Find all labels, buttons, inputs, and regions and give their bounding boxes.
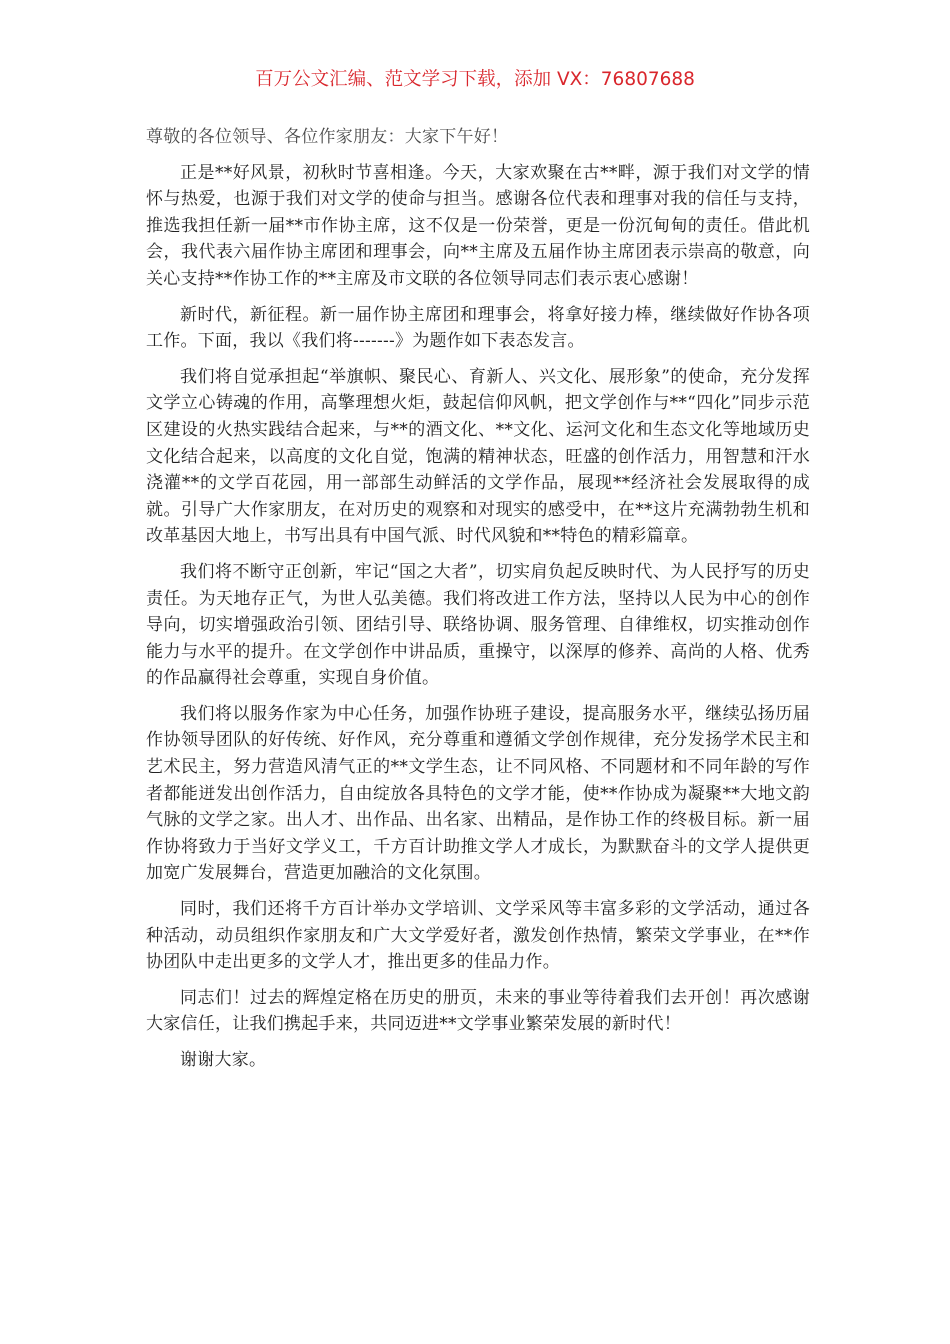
salutation: 尊敬的各位领导、各位作家朋友：大家下午好！: [146, 127, 509, 147]
promo-banner: 百万公文汇编、范文学习下载，添加 VX：76807688: [255, 69, 695, 90]
paragraph-closing: 同志们！过去的辉煌定格在历史的册页，未来的事业等待着我们去开创！再次感谢大家信任，让我们携起手来，共同迈进**文学事业繁荣发展的新时代！: [146, 987, 810, 1035]
paragraph-thanks: 谢谢大家。: [180, 1050, 267, 1070]
paragraph-activities: 同时，我们还将千方百计举办文学培训、文学采风等丰富多彩的文学活动，通过各种活动，动员组织作家朋友和广大文学爱好者，激发创作热情，繁荣文学事业，在**作协团队中走出更多的文学人才，推出更多的佳品力作。: [146, 899, 810, 973]
paragraph-service: 我们将以服务作家为中心任务，加强作协班子建设，提高服务水平，继续弘扬历届作协领导团队的好传统、好作风，充分尊重和遵循文学创作规律，充分发扬学术民主和艺术民主，努力营造风清气正的**文学生态，让不同风格、不同题材和不同年龄的写作者都能迸发出创作活力，自由绽放各具特色的文学才能，使**作协成为凝聚**大地文韵气脉的文学之家。出人才、出作品、出名家、出精品，是作协工作的终极目标。新一届作协将致力于当好文学义工，千方百计助推文学人才成长，为默默奋斗的文学人提供更加宽广发展舞台，营造更加融洽的文化氛围。: [146, 703, 810, 884]
paragraph-new-era: 新时代，新征程。新一届作协主席团和理事会，将拿好接力棒，继续做好作协各项工作。下面，我以《我们将-------》为题作如下表态发言。: [146, 304, 810, 352]
paragraph-opening: 正是**好风景，初秋时节喜相逢。今天，大家欢聚在古**畔，源于我们对文学的情怀与热爱，也源于我们对文学的使命与担当。感谢各位代表和理事对我的信任与支持，推选我担任新一届**市作协主席，这不仅是一份荣誉，更是一份沉甸甸的责任。借此机会，我代表六届作协主席团和理事会，向**主席及五届作协主席团表示崇高的敬意，向关心支持**作协工作的**主席及市文联的各位领导同志们表示衷心感谢！: [146, 162, 810, 289]
document-body: [146, 124, 810, 1083]
paragraph-mission: 我们将自觉承担起“举旗帜、聚民心、育新人、兴文化、展形象”的使命，充分发挥文学立心铸魂的作用，高擎理想火炬，鼓起信仰风帆，把文学创作与**“四化”同步示范区建设的火热实践结合起来，与**的酒文化、**文化、运河文化和生态文化等地域历史文化结合起来，以高度的文化自觉，饱满的精神状态，旺盛的创作活力，用智慧和汗水浇灌**的文学百花园，用一部部生动鲜活的文学作品，展现**经济社会发展取得的成就。引导广大作家朋友，在对历史的观察和对现实的感受中，在**这片充满勃勃生机和改革基因大地上，书写出具有中国气派、时代风貌和**特色的精彩篇章。: [146, 366, 810, 547]
paragraph-innovation: 我们将不断守正创新，牢记“国之大者”，切实肩负起反映时代、为人民抒写的历史责任。为天地存正气，为世人弘美德。我们将改进工作方法，坚持以人民为中心的创作导向，切实增强政治引领、团结引导、联络协调、服务管理、自律维权，切实推动创作能力与水平的提升。在文学创作中讲品质，重操守，以深厚的修养、高尚的人格、优秀的作品赢得社会尊重，实现自身价值。: [146, 561, 810, 689]
